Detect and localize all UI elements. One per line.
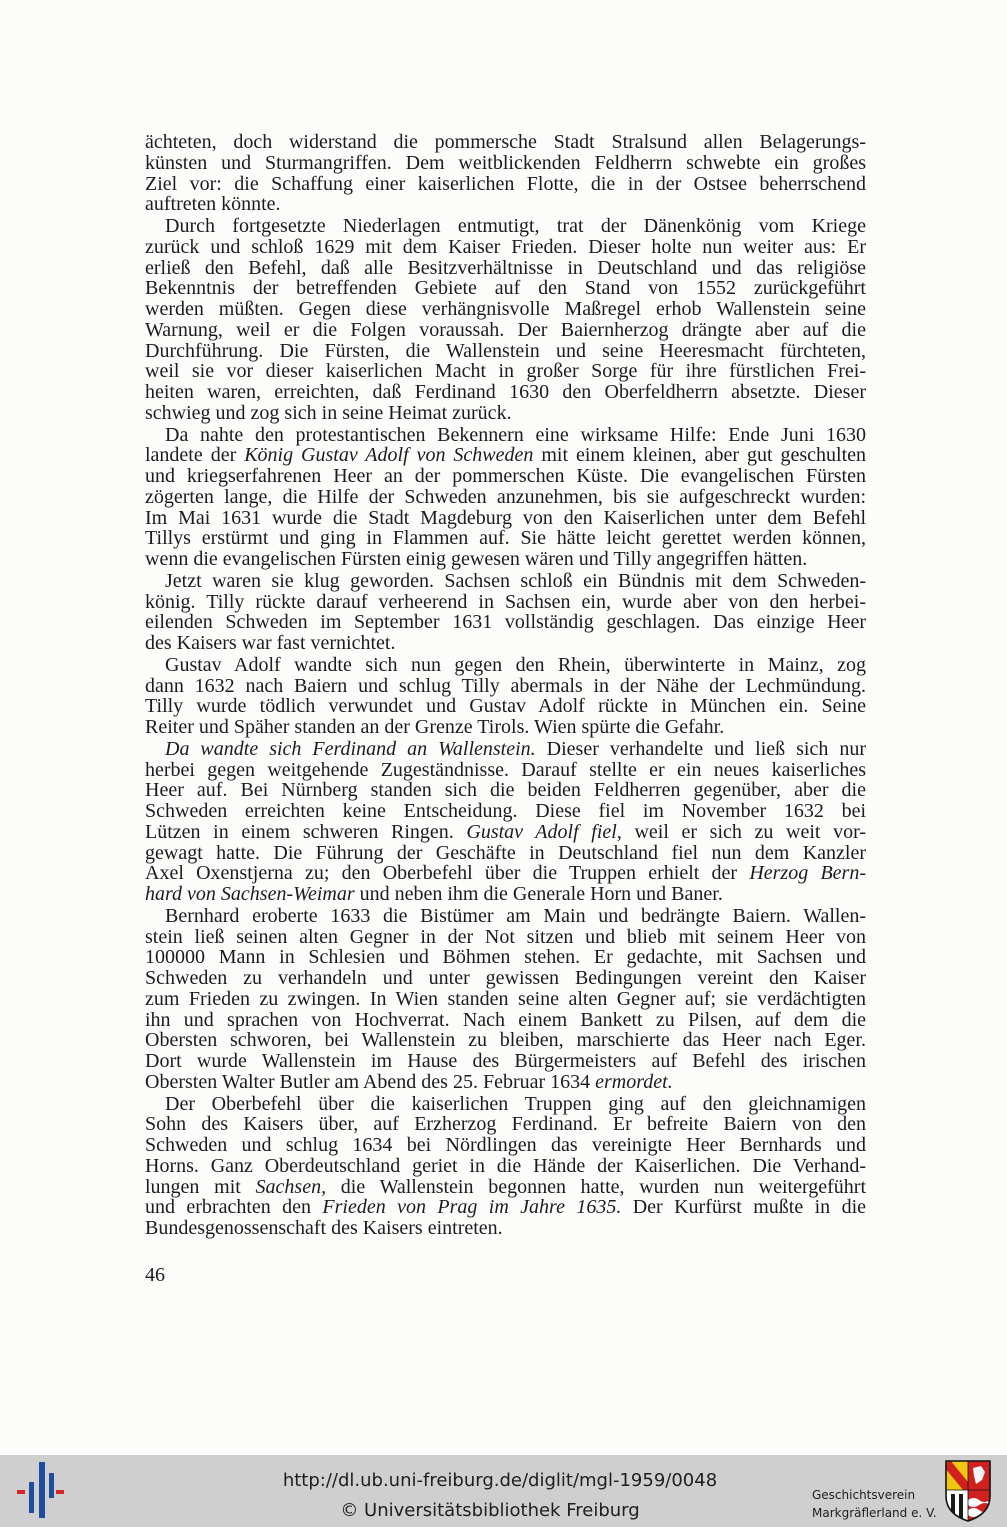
text-run: Heer auf. Bei Nürnberg standen sich die beiden Feldherren gegenüber, aber die — [145, 779, 866, 802]
text-line — [145, 258, 866, 279]
text-run: Obersten Walter Butler am Abend des 25. Februar 1634 — [145, 1070, 596, 1093]
text-line — [145, 717, 866, 738]
emphasized-text: König Gustav Adolf von Schweden — [244, 444, 534, 467]
text-line — [145, 968, 866, 989]
text-run: werden müßten. Gegen diese verhängnisvolle Maßregel erhob Wallenstein seine — [145, 298, 866, 320]
text-run: zögerten lange, die Hilfe der Schweden anzunehmen, bis sie aufgeschreckt wurden: — [145, 485, 866, 508]
text-line — [145, 153, 866, 174]
text-line — [145, 1135, 866, 1156]
text-line — [145, 1218, 866, 1239]
text-line — [145, 445, 866, 466]
text-line — [145, 237, 866, 258]
text-line — [145, 549, 866, 570]
text-line — [145, 863, 866, 884]
text-run: zurück und schloß 1629 mit dem Kaiser Frieden. Dieser holte nun weiter aus: Er — [145, 235, 866, 258]
paragraph — [145, 132, 866, 215]
text-run: 100000 Mann in Schlesien und Böhmen stehen. Er gedachte, mit Sachsen und — [145, 946, 866, 969]
society-name-line1: Geschichtsverein — [812, 1488, 916, 1502]
text-line — [145, 174, 866, 195]
text-run: herbei gegen weitgehende Zugeständnisse. Darauf stellte er ein neues kaiserliches — [145, 758, 866, 781]
text-line — [145, 487, 866, 508]
paragraph — [145, 655, 866, 738]
text-line — [145, 884, 866, 905]
text-run: Bernhard eroberte 1633 die Bistümer am Main und bedrängte Baiern. Wallen- — [165, 904, 866, 927]
text-line — [145, 989, 866, 1010]
text-line — [145, 655, 866, 676]
text-run: Schweden zu verhandeln und unter gewissen Bedingungen vereint den Kaiser — [145, 967, 866, 989]
text-run: Horns. Ganz Oberdeutschland geriet in die Hände der Kaiserlichen. Die Verhand- — [145, 1154, 866, 1177]
text-run: Axel Oxenstjerna zu; den Oberbefehl über die Truppen erhielt der — [145, 862, 750, 885]
text-run: heiten waren, erreichten, daß Ferdinand 1630 den Oberfeldherrn absetzte. Dieser — [145, 381, 866, 403]
text-run: des Kaisers war fast vernichtet. — [145, 632, 396, 654]
paragraph — [145, 571, 866, 654]
text-line — [145, 696, 866, 717]
text-run: auftreten könnte. — [145, 193, 281, 216]
text-run: Reiter und Späher standen an der Grenze Tirols. Wien spürte die Gefahr. — [145, 716, 725, 738]
text-run: zum Frieden zu zwingen. In Wien standen seine alten Gegner auf; sie verdächtigten — [145, 987, 866, 1010]
copyright-notice: © Universitätsbibliothek Freiburg — [340, 1500, 640, 1521]
text-line — [145, 801, 866, 822]
text-run: Der Oberbefehl über die kaiserlichen Truppen ging auf den gleichnamigen — [165, 1092, 866, 1115]
emphasized-text: ermordet. — [595, 1070, 673, 1093]
text-run: Obersten schworen, bei Wallenstein zu bleiben, marschierte das Heer nach Eger. — [145, 1029, 866, 1052]
text-line — [145, 382, 866, 403]
text-run: landete der — [145, 444, 245, 467]
text-line — [145, 843, 866, 864]
page-text — [145, 132, 866, 1239]
text-run: ihn und sprachen von Hochverrat. Nach einem Bankett zu Pilsen, auf dem die — [145, 1008, 866, 1031]
text-run: Dieser verhandelte und ließ sich nur — [535, 737, 866, 760]
text-line — [145, 466, 866, 487]
text-run: Ziel vor: die Schaffung einer kaiserlichen Flotte, die in der Ostsee beherrschend — [145, 172, 866, 195]
text-line — [145, 194, 866, 215]
page-number: 46 — [145, 1264, 165, 1286]
text-line — [145, 216, 866, 237]
text-line — [145, 1010, 866, 1031]
text-run: Im Mai 1631 wurde die Stadt Magdeburg von den Kaiserlichen unter dem Befehl — [145, 506, 866, 529]
text-run: schwieg und zog sich in seine Heimat zurück. — [145, 401, 512, 424]
permalink-url: http://dl.ub.uni-freiburg.de/diglit/mgl-1959/0048 — [282, 1470, 718, 1491]
text-line — [145, 1156, 866, 1177]
viewer-footer — [0, 1455, 1007, 1527]
text-line — [145, 528, 866, 549]
text-run: Schweden und schlug 1634 bei Nördlingen das vereinigte Heer Bernhards und — [145, 1134, 866, 1156]
text-run: Da nahte den protestantischen Bekennern eine wirksame Hilfe: Ende Juni 1630 — [165, 423, 866, 446]
text-line — [145, 299, 866, 320]
text-line — [145, 403, 866, 424]
text-line — [145, 132, 866, 153]
coat-of-arms-icon — [945, 1460, 991, 1522]
text-run: stein ließ seinen alten Gegner in der Not sitzen und blieb mit seinem Heer von — [145, 925, 866, 948]
text-line — [145, 341, 866, 362]
text-line — [145, 361, 866, 382]
text-line — [145, 1177, 866, 1198]
text-run: Gustav Adolf wandte sich nun gegen den Rhein, überwinterte in Mainz, zog — [165, 653, 866, 676]
text-run: erließ den Befehl, daß alle Besitzverhältnisse in Deutschland und das religiöse — [145, 256, 866, 279]
emphasized-text: Herzog Bern- — [749, 862, 866, 885]
text-run: die Wallenstein begonnen hatte, wurden nun weitergeführt — [326, 1175, 867, 1198]
emphasized-text: Sachsen, — [255, 1175, 327, 1198]
text-line — [145, 592, 866, 613]
text-line — [145, 633, 866, 654]
text-line — [145, 1030, 866, 1051]
text-run: Tillys erstürmt und ging in Flammen auf. Sie hätte leicht gerettet werden können, — [145, 527, 866, 550]
text-line — [145, 278, 866, 299]
text-line — [145, 571, 866, 592]
text-run: weil sie vor dieser kaiserlichen Macht in großer Sorge für ihre fürstlichen Frei- — [145, 360, 866, 383]
text-run: Sohn des Kaisers über, auf Erzherzog Ferdinand. Er befreite Baiern von den — [145, 1113, 866, 1136]
text-line — [145, 320, 866, 341]
text-line — [145, 947, 866, 968]
text-run: Der Kurfürst mußte in die — [621, 1196, 866, 1219]
emphasized-text: Gustav Adolf fiel — [466, 820, 617, 843]
text-run: könig. Tilly rückte darauf verheerend in Sachsen ein, wurde aber von den herbei- — [145, 590, 866, 613]
text-run: dann 1632 nach Baiern und schlug Tilly abermals in der Nähe der Lechmündung. — [145, 674, 866, 697]
text-run: Schweden erreichten keine Entscheidung. Diese fiel im November 1632 bei — [145, 800, 866, 822]
text-run: Durch fortgesetzte Niederlagen entmutigt, trat der Dänenkönig vom Kriege — [165, 215, 866, 237]
text-run: gewagt hatte. Die Führung der Geschäfte in Deutschland fiel nun dem Kanzler — [145, 841, 866, 864]
text-line — [145, 1072, 866, 1093]
text-run: künsten und Sturmangriffen. Dem weitblickenden Feldherrn schwebte ein großes — [145, 151, 866, 174]
text-run: und neben ihm die Generale Horn und Baner. — [354, 883, 723, 905]
text-line — [145, 1051, 866, 1072]
emphasized-text: Frieden von Prag im Jahre 1635. — [322, 1196, 622, 1219]
text-run: Tilly wurde tödlich verwundet und Gustav Adolf rückte in München ein. Seine — [145, 695, 866, 718]
text-run: lungen mit — [145, 1175, 256, 1198]
text-line — [145, 822, 866, 843]
text-run: Bekenntnis der betreffenden Gebiete auf den Stand von 1552 zurückgeführt — [145, 277, 866, 300]
text-run: eilenden Schweden im September 1631 vollständig geschlagen. Das einzige Heer — [145, 611, 866, 634]
text-run: Lützen in einem schweren Ringen. — [145, 820, 467, 843]
emphasized-text: hard von Sachsen-Weimar — [145, 883, 355, 905]
text-run: ächteten, doch widerstand die pommersche Stadt Stralsund allen Belagerungs- — [145, 131, 866, 153]
emphasized-text: Da wandte sich Ferdinand an Wallenstein. — [165, 737, 536, 760]
text-line — [145, 676, 866, 697]
text-line — [145, 508, 866, 529]
paragraph — [145, 216, 866, 424]
text-line — [145, 739, 866, 760]
society-name — [812, 1486, 937, 1522]
paragraph — [145, 425, 866, 570]
text-line — [145, 1197, 866, 1218]
paragraph — [145, 739, 866, 905]
text-run: Durchführung. Die Fürsten, die Wallenstein und seine Heeresmacht fürchteten, — [145, 339, 866, 362]
text-line — [145, 780, 866, 801]
text-run: und kriegserfahrenen Heer an der pommerschen Küste. Die evangelischen Fürsten — [145, 465, 866, 487]
text-line — [145, 906, 866, 927]
text-run: und erbrachten den — [145, 1196, 323, 1219]
text-line — [145, 1094, 866, 1115]
text-line — [145, 1114, 866, 1135]
paragraph — [145, 906, 866, 1093]
paragraph — [145, 1094, 866, 1239]
text-line — [145, 760, 866, 781]
text-line — [145, 612, 866, 633]
society-name-line2: Markgräflerland e. V. — [812, 1506, 937, 1520]
text-run: Warnung, weil er die Folgen voraussah. Der Baiernherzog drängte aber auf die — [145, 318, 866, 341]
text-run: Dort wurde Wallenstein im Hause des Bürgermeisters auf Befehl des irischen — [145, 1050, 866, 1072]
text-run: wenn die evangelischen Fürsten einig gewesen wären und Tilly angegriffen hätten. — [145, 548, 808, 570]
text-line — [145, 425, 866, 446]
text-run: , weil er sich zu weit vor- — [616, 820, 866, 843]
text-run: mit einem kleinen, aber gut geschulten — [533, 444, 866, 467]
text-run: Jetzt waren sie klug geworden. Sachsen schloß ein Bündnis mit dem Schweden- — [165, 569, 866, 592]
text-run: Bundesgenossenschaft des Kaisers eintreten. — [145, 1217, 503, 1239]
text-line — [145, 927, 866, 948]
